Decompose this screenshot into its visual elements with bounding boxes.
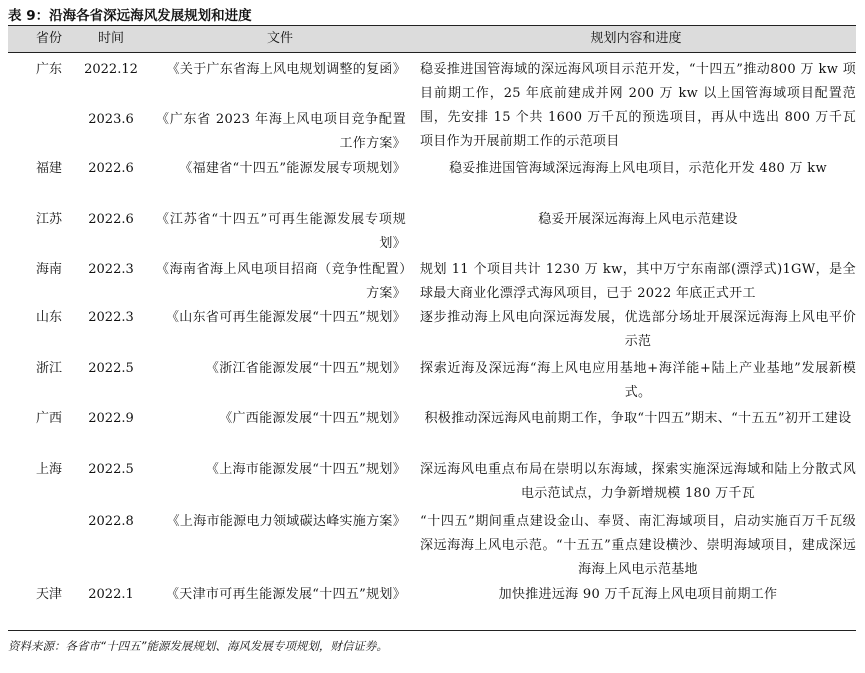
row-time: 2022.6 (88, 161, 134, 176)
row-doc: 《福建省“十四五”能源发展专项规划》 (179, 161, 406, 176)
row-province: 天津 (35, 587, 62, 602)
row-doc: 《广东省 2023 年海上风电项目竞争配置工作方案》 (156, 112, 406, 151)
row-doc: 《上海市能源发展“十四五”规划》 (205, 462, 406, 477)
row-plan: 探索近海及深远海“海上风电应用基地+海洋能+陆上产业基地”发展新模式。 (420, 361, 856, 400)
header-doc: 文件 (266, 31, 293, 46)
row-doc: 《广西能源发展“十四五”规划》 (219, 411, 406, 426)
row-doc: 《天津市可再生能源发展“十四五”规划》 (166, 587, 406, 602)
row-time: 2023.6 (88, 112, 134, 127)
row-province: 上海 (35, 462, 62, 477)
source-note: 资料来源：各省市“十四五”能源发展规划、海风发展专项规划，财信证券。 (8, 639, 388, 653)
row-plan: 稳妥推进国管海域深远海海上风电项目，示范化开发 480 万 kw (449, 161, 827, 176)
header-time: 时间 (97, 31, 124, 46)
row-time: 2022.3 (88, 262, 134, 277)
row-time: 2022.1 (88, 587, 134, 602)
row-plan: 逐步推动海上风电向深远海发展，优选部分场址开展深远海海上风电平价示范 (420, 310, 856, 349)
table-title: 表 9：沿海各省深远海风发展规划和进度 (8, 8, 252, 24)
row-province: 福建 (35, 161, 62, 176)
row-time: 2022.9 (88, 411, 134, 426)
row-province: 山东 (35, 310, 62, 325)
header-province: 省份 (35, 31, 62, 46)
row-doc: 《海南省海上风电项目招商（竞争性配置）方案》 (156, 262, 406, 301)
row-province: 浙江 (35, 361, 62, 376)
row-time: 2022.3 (88, 310, 134, 325)
row-time: 2022.5 (88, 361, 134, 376)
row-doc: 《江苏省“十四五”可再生能源发展专项规划》 (156, 212, 406, 251)
row-time: 2022.6 (88, 212, 134, 227)
row-time: 2022.12 (84, 62, 138, 77)
row-time: 2022.5 (88, 462, 134, 477)
row-doc: 《山东省可再生能源发展“十四五”规划》 (166, 310, 406, 325)
row-doc: 《浙江省能源发展“十四五”规划》 (205, 361, 406, 376)
header-plan: 规划内容和进度 (590, 31, 682, 46)
row-plan: 规划 11 个项目共计 1230 万 kw，其中万宁东南部(漂浮式)1GW，是全球最大商业化漂浮式海风项目，已于 2022 年底正式开工 (420, 262, 856, 301)
row-province: 江苏 (35, 212, 62, 227)
header-rule (8, 52, 856, 53)
row-plan: 积极推动深远海风电前期工作，争取“十四五”期末、“十五五”初开工建设 (424, 411, 852, 426)
row-doc: 《上海市能源电力领域碳达峰实施方案》 (166, 514, 406, 529)
row-doc: 《关于广东省海上风电规划调整的复函》 (166, 62, 406, 77)
row-province: 广西 (35, 411, 62, 426)
row-plan: 深远海风电重点布局在崇明以东海域，探索实施深远海域和陆上分散式风电示范试点，力争新增规模 180 万千瓦 (420, 462, 856, 501)
bottom-rule (8, 630, 856, 631)
row-province: 广东 (35, 62, 62, 77)
row-plan: 稳妥开展深远海海上风电示范建设 (538, 212, 738, 227)
row-time: 2022.8 (88, 514, 134, 529)
row-plan: 稳妥推进国管海域的深远海风项目示范开发，“十四五”推动800 万 kw 项目前期工作，25 年底前建成并网 200 万 kw 以上国管海域项目配置范围，先安排 15 个共 1600 万千瓦的预选项目，再从中选出 800 万千瓦项目作为开展前期工作的示范项目 (420, 62, 856, 149)
row-province: 海南 (35, 262, 62, 277)
row-plan: 加快推进远海 90 万千瓦海上风电项目前期工作 (498, 587, 778, 602)
row-plan: “十四五”期间重点建设金山、奉贤、南汇海域项目，启动实施百万千瓦级深远海海上风电示范。“十五五”重点建设横沙、崇明海域项目，建成深远海海上风电示范基地 (420, 514, 856, 577)
